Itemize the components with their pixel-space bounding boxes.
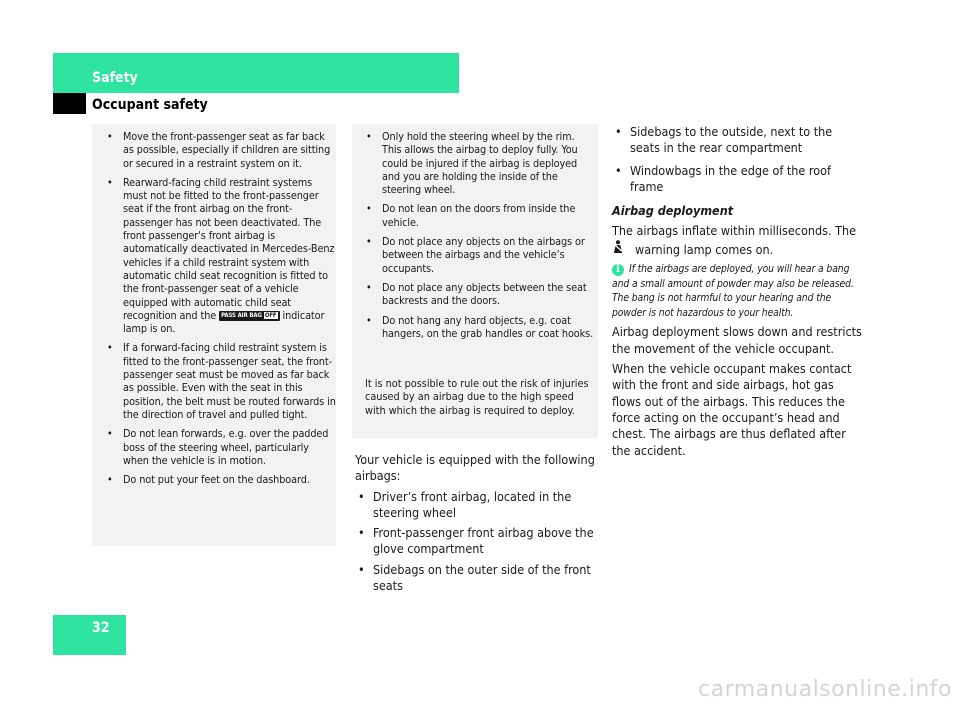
airbag-list [355,489,600,595]
list-item: • Rearward-facing child restraint systems must not be fitted to the front-passenger seat if the front airbag on the front-passenger has not been deactivated. The front passenger's front airbag is automatically deactivated in Mercedes-Benz vehicles if a child restraint system with automatic child seat recognition is fitted to the front-passenger seat of a vehicle equipped with automatic child seat recognition and the PASS AIR BAG OFF indicator lamp is on. [107,175,335,336]
list-item: • Move the front-passenger seat as far back as possible, especially if children are sitting or secured in a restraint system on it. [107,130,331,170]
info-icon: i [612,264,624,276]
watermark: carmanualsonline.info [698,677,952,702]
pass-airbag-off-indicator-icon: PASS AIR BAG OFF [219,311,279,321]
list-item: • Do not lean on the doors from inside the vehicle. [366,202,576,229]
list-item: • Do not place any objects between the seat backrests and the doors. [366,280,587,308]
list-item: • Sidebags on the outer side of the front seats [358,561,591,594]
info-note: i If the airbags are deployed, you will hear a bang and a small amount of powder may also be released. The bang is not harmful to your hearing and the powder is not hazardous to your health. [612,263,854,319]
seatbelt-warning-lamp-icon [612,240,625,258]
list-item: • Only hold the steering wheel by the rim. This allows the airbag to deploy fully. You could be injured if the airbag is deployed and you are holding the inside of the steering wheel. [366,130,578,197]
airbag-equipment-section [355,452,600,598]
list-item: • If a forward-facing child restraint system is fitted to the front-passenger seat, the front-passenger seat must be moved as far back as possible. Even with the seat in this position, the belt must be routed forwards in the direction of travel and pulled tight. [107,341,336,421]
chapter-tab [53,93,86,114]
list-item: • Do not put your feet on the dashboard. [107,473,310,487]
list-item: • Do not place any objects on the airbags or between the airbags and the vehicle’s occupants. [366,235,585,275]
airbag-deployment-section [612,124,862,463]
warning-paragraph: It is not possible to rule out the risk of injuries caused by an airbag due to the high speed with which the airbag is required to deploy. [365,377,589,417]
middle-warning-list [365,130,595,346]
section-heading: Airbag deployment [612,203,734,219]
intro-text: Your vehicle is equipped with the following airbags: [355,452,595,484]
deployment-text: The airbags inflate within milliseconds. The warning lamp comes on. [612,223,857,257]
deployment-text: Airbag deployment slows down and restricts the movement of the vehicle occupant. [612,324,862,356]
list-item: • Sidebags to the outside, next to the seats in the rear compartment [615,124,833,156]
page-title: Occupant safety [92,97,208,113]
page-number-box [53,615,126,655]
list-item: • Windowbags in the edge of the roof frame [615,162,831,194]
list-item: • Do not hang any hard objects, e.g. coat hangers, on the grab handles or coat hooks. [366,313,594,340]
section-label: Safety [92,70,138,86]
left-warning-list [106,130,336,492]
list-item: • Front-passenger front airbag above the glove compartment [358,525,594,557]
deployment-text: When the vehicle occupant makes contact with the front and side airbags, hot gas flows out of the airbags. This reduces the force acting on the occupant’s head and chest. The airbags are thus deflated after the accident. [612,361,852,458]
list-item: • Driver’s front airbag, located in the steering wheel [358,488,572,520]
airbag-list-continued [612,124,862,195]
page-number: 32 [92,620,110,636]
list-item: • Do not lean forwards, e.g. over the padded boss of the steering wheel, particularly when the vehicle is in motion. [107,427,329,467]
